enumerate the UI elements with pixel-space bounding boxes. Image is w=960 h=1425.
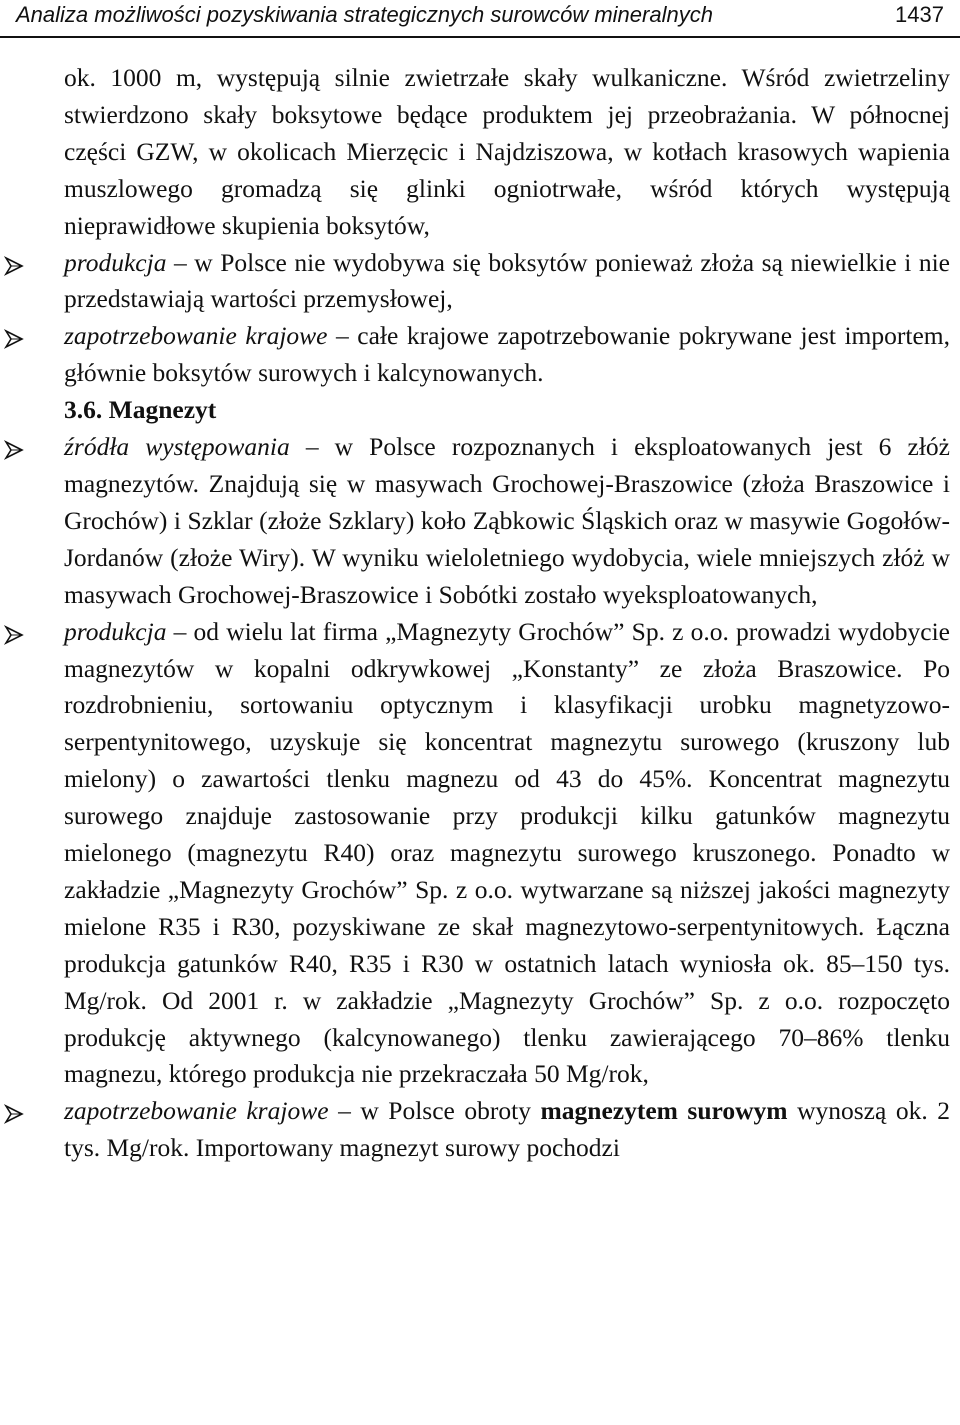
running-title: Analiza możliwości pozyskiwania strategicznych surowców mineralnych	[16, 2, 713, 27]
list-item-magnesite-sources	[64, 429, 950, 614]
item-text: – całe krajowe zapotrzebowanie pokrywane jest importem, głównie boksytów surowych i kalcynowanych.	[64, 321, 950, 388]
list-item-boxite-production	[64, 245, 950, 319]
item-term: produkcja	[64, 247, 167, 277]
arrow-bullet-icon	[2, 1093, 26, 1130]
item-term: zapotrzebowanie krajowe	[64, 321, 328, 351]
item-term: zapotrzebowanie krajowe	[64, 1096, 329, 1126]
arrow-bullet-icon	[2, 429, 26, 466]
page-number: 1437	[895, 2, 944, 27]
running-header	[0, 0, 960, 38]
arrow-bullet-icon	[2, 245, 26, 282]
list-item-boxite-demand	[64, 318, 950, 392]
section-heading: 3.6. Magnezyt	[64, 395, 217, 425]
arrow-bullet-icon	[2, 614, 26, 651]
item-text: – w Polsce nie wydobywa się boksytów ponieważ złoża są niewielkie i nie przedstawiają wartości przemysłowej,	[64, 247, 950, 314]
item-text: – od wielu lat firma „Magnezyty Grochów” Sp. z o.o. prowadzi wydobycie magnezytów w kopalni odkrywkowej „Konstanty” ze złoża Braszowice. Po rozdrobnieniu, sortowaniu optycznym i klasyfikacji urobku magnetyzowo-serpentynitowego, uzyskuje się koncentrat magnezytu surowego (kruszony lub mielony) o zawartości tlenku magnezu od 43 do 45%. Koncentrat magnezytu surowego znajduje zastosowanie przy produkcji kilku gatunków magnezytu mielonego (magnezytu R40) oraz magnezytu surowego kruszonego. Ponadto w zakładzie „Magnezyty Grochów” Sp. z o.o. wytwarzane są niższej jakości magnezyty mielone R35 i R30, pozyskiwane ze skał magnezytowo-serpentynitowych. Łączna produkcja gatunków R40, R35 i R30 w ostatnich latach wyniosła ok. 85–150 tys. Mg/rok. Od 2001 r. w zakładzie „Magnezyty Grochów” Sp. z o.o. rozpoczęto produkcję aktywnego (kalcynowanego) tlenku zawierającego 70–86% tlenku magnezu, którego produkcja nie przekraczała 50 Mg/rok,	[64, 616, 950, 1089]
item-text: – w Polsce rozpoznanych i eksploatowanych jest 6 złóż magnezytów. Znajdują się w masywach Grochowej-Braszowice (złoża Braszowice i Grochów) i Szklar (złoże Szklary) koło Ząbkowic Śląskich oraz w masywie Gogołów-Jordanów (złoże Wiry). W wyniku wieloletniego wydobycia, wiele mniejszych złóż w masywach Grochowej-Braszowice i Sobótki zostało wyeksploatowanych,	[64, 432, 950, 609]
page-body	[64, 60, 950, 1167]
item-term: produkcja	[64, 616, 167, 646]
list-item-magnesite-production	[64, 614, 950, 1094]
item-term: źródła występowania	[64, 432, 290, 462]
arrow-bullet-icon	[2, 318, 26, 355]
intro-paragraph: ok. 1000 m, występują silnie zwietrzałe skały wulkaniczne. Wśród zwietrzeliny stwierdzono skały boksytowe będące produktem jej przeobrażania. W północnej części GZW, w okolicach Mierzęcic i Najdziszowa, w kotłach krasowych wapienia muszlowego gromadzą się glinki ogniotrwałe, wśród których występują nieprawidłowe skupienia boksytów,	[64, 63, 950, 240]
item-text: wynoszą ok. 2 tys. Mg/rok. Importowany magnezyt surowy pochodzi	[64, 1096, 950, 1163]
item-emphasis: magnezytem surowym	[540, 1096, 788, 1126]
item-text: – w Polsce obroty	[328, 1096, 541, 1126]
list-item-magnesite-demand	[64, 1093, 950, 1167]
